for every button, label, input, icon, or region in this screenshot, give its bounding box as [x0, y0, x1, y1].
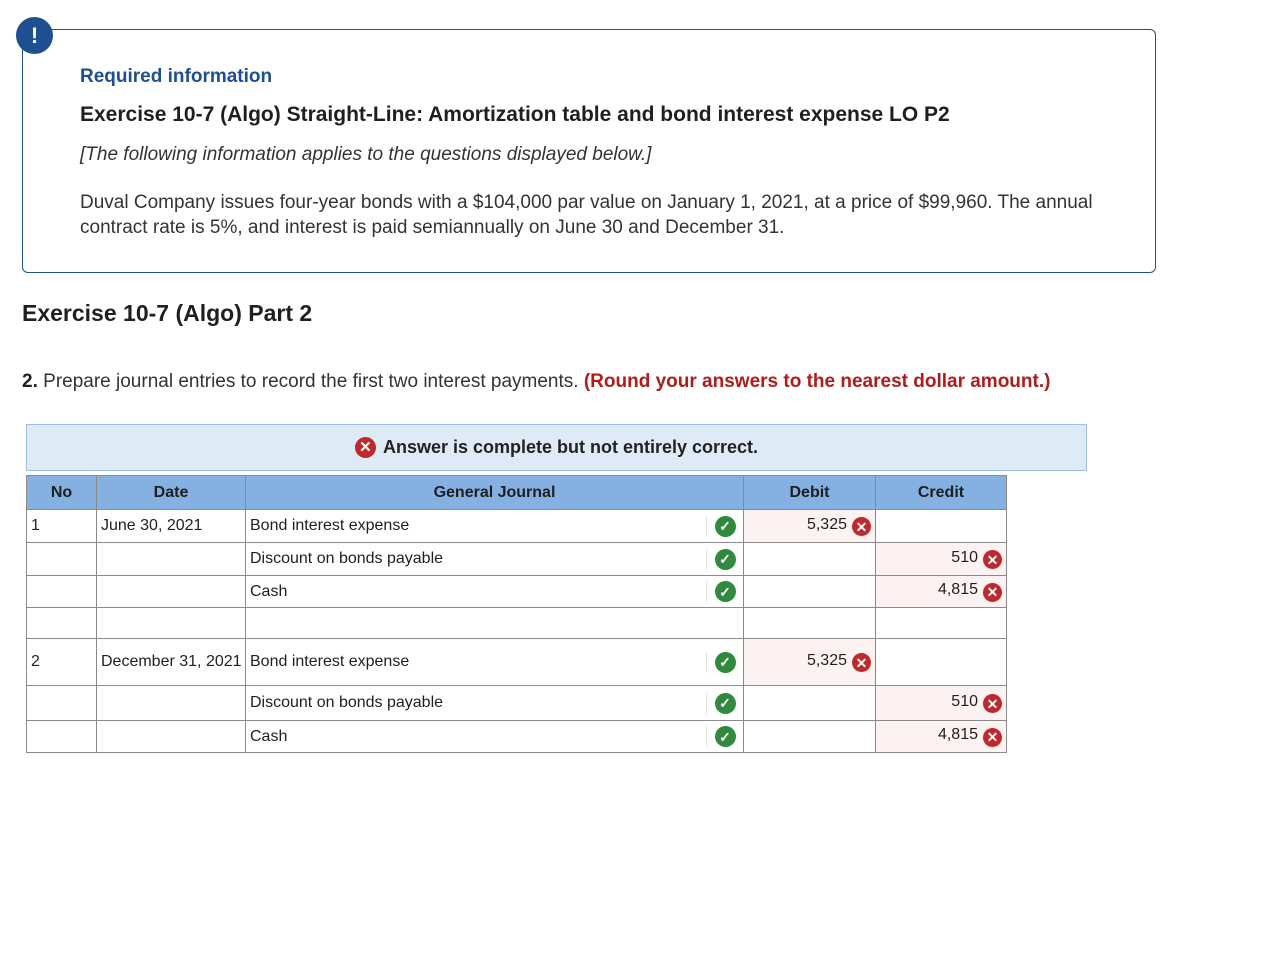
credit-cell[interactable]: [876, 686, 1007, 721]
x-circle-icon: ✕: [983, 728, 1002, 747]
date-cell[interactable]: [97, 543, 246, 576]
entry-number-cell: [27, 686, 97, 721]
date-cell[interactable]: [97, 608, 246, 639]
date-cell[interactable]: [97, 721, 246, 753]
question-text: [22, 371, 1050, 393]
journal-row: [27, 576, 1007, 608]
x-circle-icon: ✕: [983, 694, 1002, 713]
account-name: Bond interest expense: [250, 653, 410, 670]
date-cell[interactable]: [97, 576, 246, 608]
col-header-credit: Credit: [876, 476, 1007, 510]
exercise-title: Exercise 10-7 (Algo) Straight-Line: Amortization table and bond interest expense LO P2: [80, 103, 950, 126]
date-cell[interactable]: December 31, 2021: [97, 639, 246, 686]
entry-number-cell: [27, 721, 97, 753]
journal-table: [26, 475, 1007, 753]
debit-cell[interactable]: [744, 510, 876, 543]
check-circle-icon: ✓: [715, 726, 736, 747]
col-header-no: No: [27, 476, 97, 510]
account-cell[interactable]: [246, 608, 744, 639]
journal-row: [27, 608, 1007, 639]
account-name: Discount on bonds payable: [250, 550, 444, 567]
part-title: Exercise 10-7 (Algo) Part 2: [22, 300, 313, 326]
exercise-description: Duval Company issues four-year bonds with a $104,000 par value on January 1, 2021, at a price of $99,960. The annual contract rate is 5%, and interest is paid semiannually on June 30 and December 31.: [80, 192, 1093, 238]
journal-row: [27, 510, 1007, 543]
credit-value: 510: [951, 692, 978, 710]
x-circle-icon: ✕: [983, 550, 1002, 569]
debit-cell[interactable]: [744, 686, 876, 721]
credit-value: 510: [951, 548, 978, 566]
credit-cell[interactable]: [876, 608, 1007, 639]
question-number: 2.: [22, 371, 38, 392]
debit-value: 5,325: [806, 515, 847, 533]
journal-row: [27, 639, 1007, 686]
journal-body: [27, 510, 1007, 753]
x-circle-icon: ✕: [852, 653, 871, 672]
debit-value: 5,325: [806, 651, 847, 669]
date-cell[interactable]: [97, 686, 246, 721]
x-circle-icon: ✕: [355, 437, 376, 458]
account-cell[interactable]: [246, 543, 744, 576]
debit-cell[interactable]: [744, 576, 876, 608]
account-name: Cash: [250, 727, 288, 745]
entry-number-cell: [27, 576, 97, 608]
account-cell[interactable]: [246, 686, 744, 721]
col-header-general-journal: General Journal: [246, 476, 744, 510]
journal-header-row: [27, 476, 1007, 510]
check-circle-icon: ✓: [715, 652, 736, 673]
credit-value: 4,815: [937, 726, 978, 744]
alert-icon: !: [16, 17, 53, 54]
credit-cell[interactable]: [876, 639, 1007, 686]
check-circle-icon: ✓: [715, 549, 736, 570]
question-prompt: Prepare journal entries to record the first two interest payments.: [43, 371, 579, 392]
check-circle-icon: ✓: [715, 516, 736, 537]
debit-cell[interactable]: [744, 721, 876, 753]
answer-status-banner: [26, 424, 1087, 471]
check-circle-icon: ✓: [715, 581, 736, 602]
journal-row: [27, 686, 1007, 721]
date-cell[interactable]: June 30, 2021: [97, 510, 246, 543]
credit-cell[interactable]: [876, 721, 1007, 753]
required-info-panel: [22, 29, 1156, 273]
credit-cell[interactable]: [876, 543, 1007, 576]
account-name: Bond interest expense: [250, 517, 410, 534]
account-name: Discount on bonds payable: [250, 694, 444, 711]
account-cell[interactable]: [246, 721, 744, 753]
answer-status-text: Answer is complete but not entirely correct.: [382, 437, 759, 457]
credit-cell[interactable]: [876, 510, 1007, 543]
question-hint: (Round your answers to the nearest dollar amount.): [583, 371, 1051, 392]
account-name: Cash: [250, 582, 288, 600]
entry-number-cell: 2: [27, 639, 97, 686]
debit-cell[interactable]: [744, 639, 876, 686]
account-cell[interactable]: [246, 576, 744, 608]
info-note: [The following information applies to the questions displayed below.]: [80, 144, 652, 165]
entry-number-cell: [27, 608, 97, 639]
col-header-date: Date: [97, 476, 246, 510]
journal-row: [27, 721, 1007, 753]
journal-row: [27, 543, 1007, 576]
required-info-label: Required information: [80, 66, 273, 87]
check-circle-icon: ✓: [715, 693, 736, 714]
account-cell[interactable]: [246, 639, 744, 686]
debit-cell[interactable]: [744, 608, 876, 639]
credit-cell[interactable]: [876, 576, 1007, 608]
col-header-debit: Debit: [744, 476, 876, 510]
entry-number-cell: [27, 543, 97, 576]
x-circle-icon: ✕: [852, 517, 871, 536]
account-cell[interactable]: [246, 510, 744, 543]
credit-value: 4,815: [937, 581, 978, 599]
entry-number-cell: 1: [27, 510, 97, 543]
x-circle-icon: ✕: [983, 583, 1002, 602]
debit-cell[interactable]: [744, 543, 876, 576]
